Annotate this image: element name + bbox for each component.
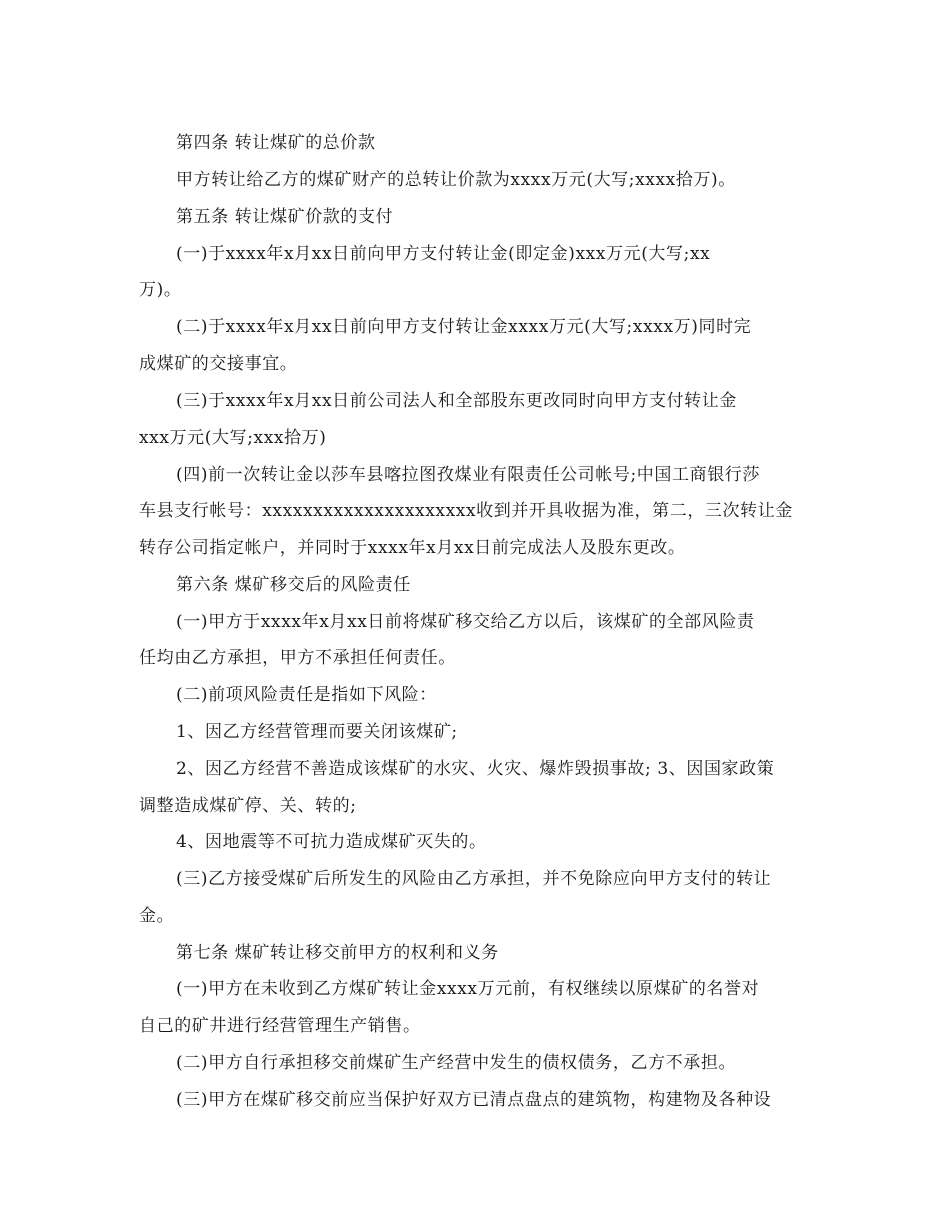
paragraph-line: xxx万元(大写;xxx拾万) (139, 428, 327, 448)
paragraph-line: (三)甲方在煤矿移交前应当保护好双方已清点盘点的建筑物，构建物及各种设 (176, 1090, 772, 1110)
paragraph-line: 甲方转让给乙方的煤矿财产的总转让价款为xxxx万元(大写;xxxx拾万)。 (176, 170, 736, 190)
paragraph-line: (三)于xxxx年x月xx日前公司法人和全部股东更改同时向甲方支付转让金 (176, 391, 737, 411)
list-item: 1、因乙方经营管理而要关闭该煤矿; (176, 722, 458, 742)
paragraph-line: 车县支行帐号：xxxxxxxxxxxxxxxxxxxxx收到并开具收据为准，第二，三次转让金 (139, 501, 793, 521)
paragraph-line: (二)于xxxx年x月xx日前向甲方支付转让金xxxx万元(大写;xxxx万)同时完 (176, 317, 752, 337)
paragraph-line: 万)。 (139, 280, 182, 300)
paragraph-line: (一)甲方在未收到乙方煤矿转让金xxxx万元前，有权继续以原煤矿的名誉对 (176, 979, 760, 999)
article-6-heading: 第六条 煤矿移交后的风险责任 (176, 575, 411, 595)
paragraph-line: 任均由乙方承担，甲方不承担任何责任。 (139, 648, 456, 668)
list-item: 4、因地震等不可抗力造成煤矿灭失的。 (176, 832, 487, 852)
paragraph-line: 自己的矿井进行经营管理生产销售。 (139, 1016, 421, 1036)
paragraph-line: (一)于xxxx年x月xx日前向甲方支付转让金(即定金)xxx万元(大写;xx (176, 244, 711, 264)
paragraph-line: 金。 (139, 906, 175, 926)
paragraph-line: (四)前一次转让金以莎车县喀拉图孜煤业有限责任公司帐号;中国工商银行莎 (176, 465, 760, 485)
article-5-heading: 第五条 转让煤矿价款的支付 (176, 207, 394, 227)
paragraph-line: 转存公司指定帐户，并同时于xxxx年x月xx日前完成法人及股东更改。 (139, 538, 686, 558)
paragraph-line: (二)甲方自行承担移交前煤矿生产经营中发生的债权债务，乙方不承担。 (176, 1053, 737, 1073)
paragraph-line: (二)前项风险责任是指如下风险： (176, 685, 437, 705)
paragraph-line: (一)甲方于xxxx年x月xx日前将煤矿移交给乙方以后，该煤矿的全部风险责 (176, 612, 755, 632)
article-4-heading: 第四条 转让煤矿的总价款 (176, 133, 376, 153)
paragraph-line: 调整造成煤矿停、关、转的; (139, 796, 357, 816)
article-7-heading: 第七条 煤矿转让移交前甲方的权利和义务 (176, 943, 499, 963)
list-item: 2、因乙方经营不善造成该煤矿的水灾、火灾、爆炸毁损事故; 3、因国家政策 (176, 759, 775, 779)
paragraph-line: 成煤矿的交接事宜。 (139, 354, 298, 374)
paragraph-line: (三)乙方接受煤矿后所发生的风险由乙方承担，并不免除应向甲方支付的转让 (176, 869, 772, 889)
